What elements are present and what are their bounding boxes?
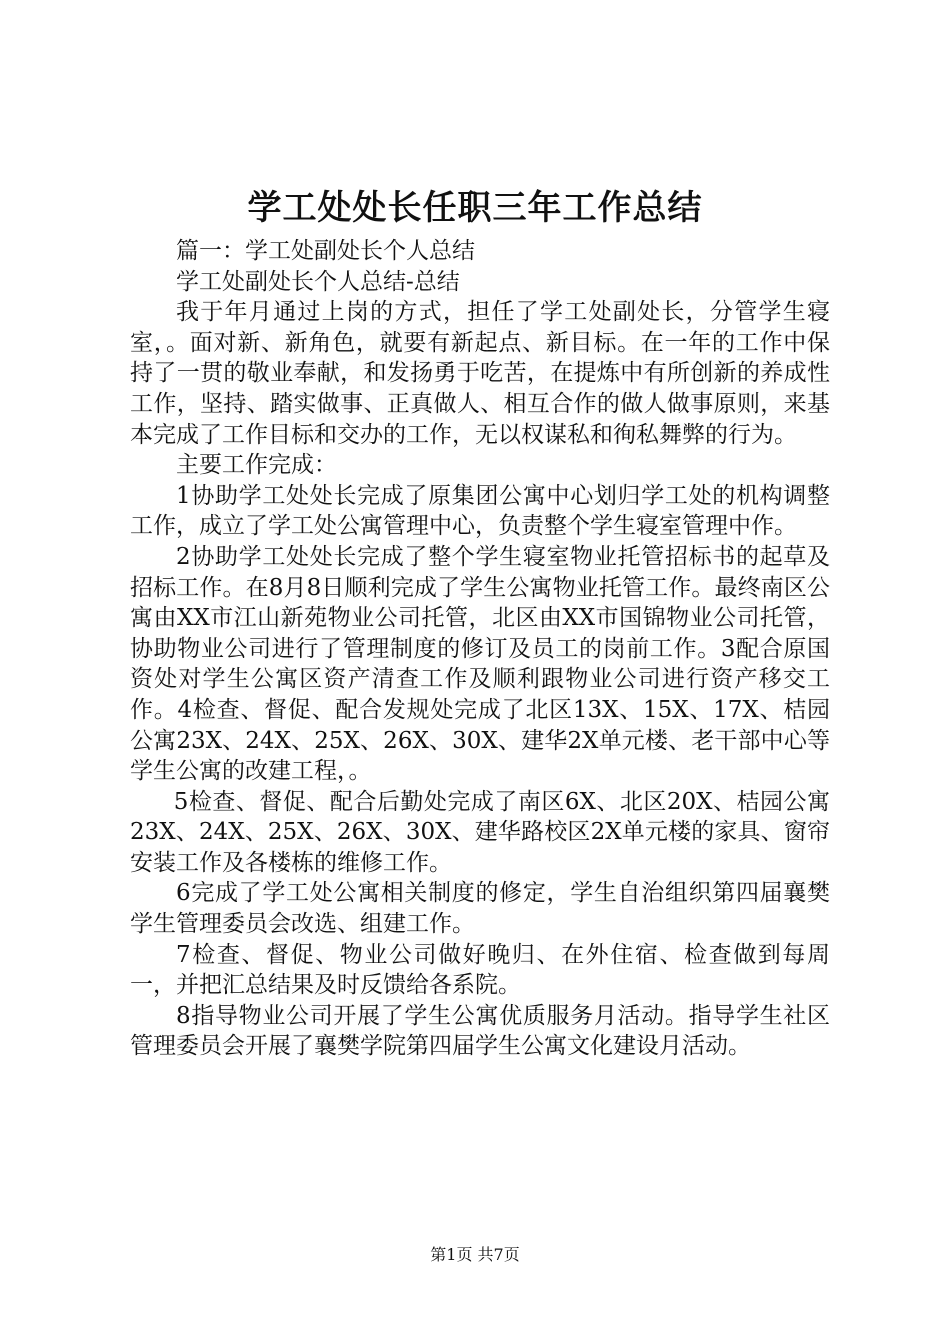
list-heading: 主要工作完成： [176,452,337,479]
work-item-5: 5检查、督促、配合后勤处完成了南区6X、北区20X、桔园公寓23X、24X、25X、26X、30X、建华路校区2X单元楼的家具、窗帘安装工作及各楼栋的维修工作。 [130,788,830,876]
work-item-2: 2协助学工处处长完成了整个学生寝室物业托管招标书的起草及招标工作。在8月8日顺利完成了学生公寓物业托管工作。最终南区公寓由XX市江山新苑物业公司托管，北区由XX市国锦物业公司托管，协助物业公司进行了管理制度的修订及员工的岗前工作。3配合原国资处对学生公寓区资产清查工作及顺利跟物业公司进行资产移交工作。4检查、督促、配合发规处完成了北区13X、15X、17X、桔园公寓23X、24X、25X、26X、30X、建华2X单元楼、老干部中心等学生公寓的改建工程，。 [130,543,830,785]
page-title: 学工处处长任职三年工作总结 [247,188,703,228]
subtitle: 学工处副处长个人总结-总结 [176,268,460,295]
work-item-6: 6完成了学工处公寓相关制度的修定，学生自治组织第四届襄樊学生管理委员会改选、组建工作。 [130,880,830,938]
document-body [130,236,830,1062]
section-heading: 篇一：学工处副处长个人总结 [176,238,475,264]
page-total: 共7页 [477,1245,520,1264]
page-number: 第1页 [430,1245,473,1264]
page-footer [0,1244,950,1266]
work-item-7: 7检查、督促、物业公司做好晚归、在外住宿、检查做到每周一，并把汇总结果及时反馈给各系院。 [130,941,830,999]
work-item-8: 8指导物业公司开展了学生公寓优质服务月活动。指导学生社区管理委员会开展了襄樊学院第四届学生公寓文化建设月活动。 [130,1002,830,1060]
intro-paragraph: 我于年月通过上岗的方式，担任了学工处副处长，分管学生寝室，。面对新、新角色，就要有新起点、新目标。在一年的工作中保持了一贯的敬业奉献，和发扬勇于吃苦，在提炼中有所创新的养成性工作，坚持、踏实做事、正真做人、相互合作的做人做事原则，来基本完成了工作目标和交办的工作，无以权谋私和徇私舞弊的行为。 [130,299,830,448]
work-item-1: 1协助学工处处长完成了原集团公寓中心划归学工处的机构调整工作，成立了学工处公寓管理中心，负责整个学生寝室管理中作。 [130,482,830,540]
